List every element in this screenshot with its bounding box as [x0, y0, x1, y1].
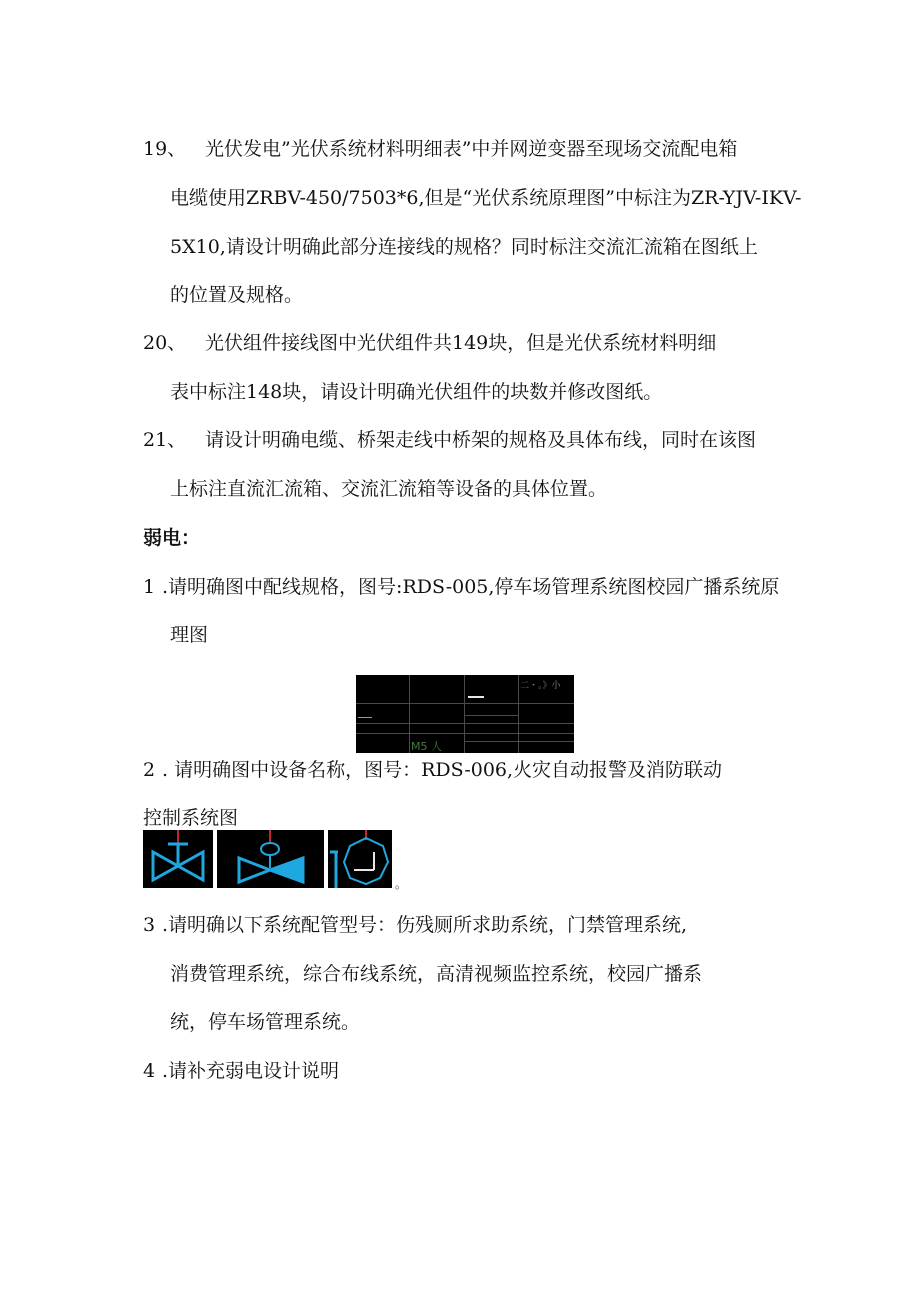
item-number: 19、	[143, 138, 187, 160]
cad-drawing-image	[356, 675, 574, 753]
paragraph-line: 请设计明确电缆、桥架走线中桥架的规格及具体布线，同时在该图	[205, 429, 757, 451]
paragraph-line: 控制系统图	[143, 807, 239, 829]
paragraph-line: 统，停车场管理系统。	[170, 1011, 361, 1033]
paragraph-line: 的位置及规格。	[170, 284, 304, 306]
paragraph-line: .请明确图中配线规格，图号:RDS-005,停车场管理系统图校园广播系统原	[162, 576, 780, 598]
paragraph-line: 表中标注148块，请设计明确光伏组件的块数并修改图纸。	[170, 381, 663, 403]
cad-bottom-text: M5 人	[411, 740, 442, 753]
solenoid-valve-symbol-image	[217, 830, 324, 888]
item-number: 3	[143, 914, 156, 936]
paragraph-line: 上标注直流汇流箱、交流汇流箱等设备的具体位置。	[170, 478, 608, 500]
paragraph-line: .请补充弱电设计说明	[162, 1060, 340, 1082]
paragraph-line: . 请明确图中设备名称，图号：RDS-006,火灾自动报警及消防联动	[162, 759, 723, 781]
item-number: 20、	[143, 332, 187, 354]
trailing-mark: 。	[395, 877, 408, 891]
paragraph-line: 5X10,请设计明确此部分连接线的规格？同时标注交流汇流箱在图纸上	[170, 236, 758, 258]
item-number: 1	[143, 576, 156, 598]
valve-symbol-image	[143, 830, 213, 888]
paragraph-line: 电缆使用ZRBV-450/7503*6,但是“光伏系统原理图”中标注为ZR-YJV-IKV-	[170, 187, 802, 209]
paragraph-line: 光伏组件接线图中光伏组件共149块，但是光伏系统材料明细	[205, 332, 717, 354]
section-heading: 弱电：	[143, 527, 201, 549]
item-number: 4	[143, 1060, 156, 1082]
cad-top-text: 二・。》小	[520, 681, 561, 691]
item-number: 2	[143, 759, 156, 781]
paragraph-line: 光伏发电”光伏系统材料明细表”中并网逆变器至现场交流配电箱	[205, 138, 738, 160]
hexagon-device-symbol-image	[328, 830, 392, 888]
paragraph-line: 消费管理系统，综合布线系统，高清视频监控系统，校园广播系	[170, 963, 703, 985]
item-number: 21、	[143, 429, 187, 451]
paragraph-line: 理图	[170, 624, 209, 646]
paragraph-line: .请明确以下系统配管型号：伤残厕所求助系统，门禁管理系统,	[162, 914, 688, 936]
